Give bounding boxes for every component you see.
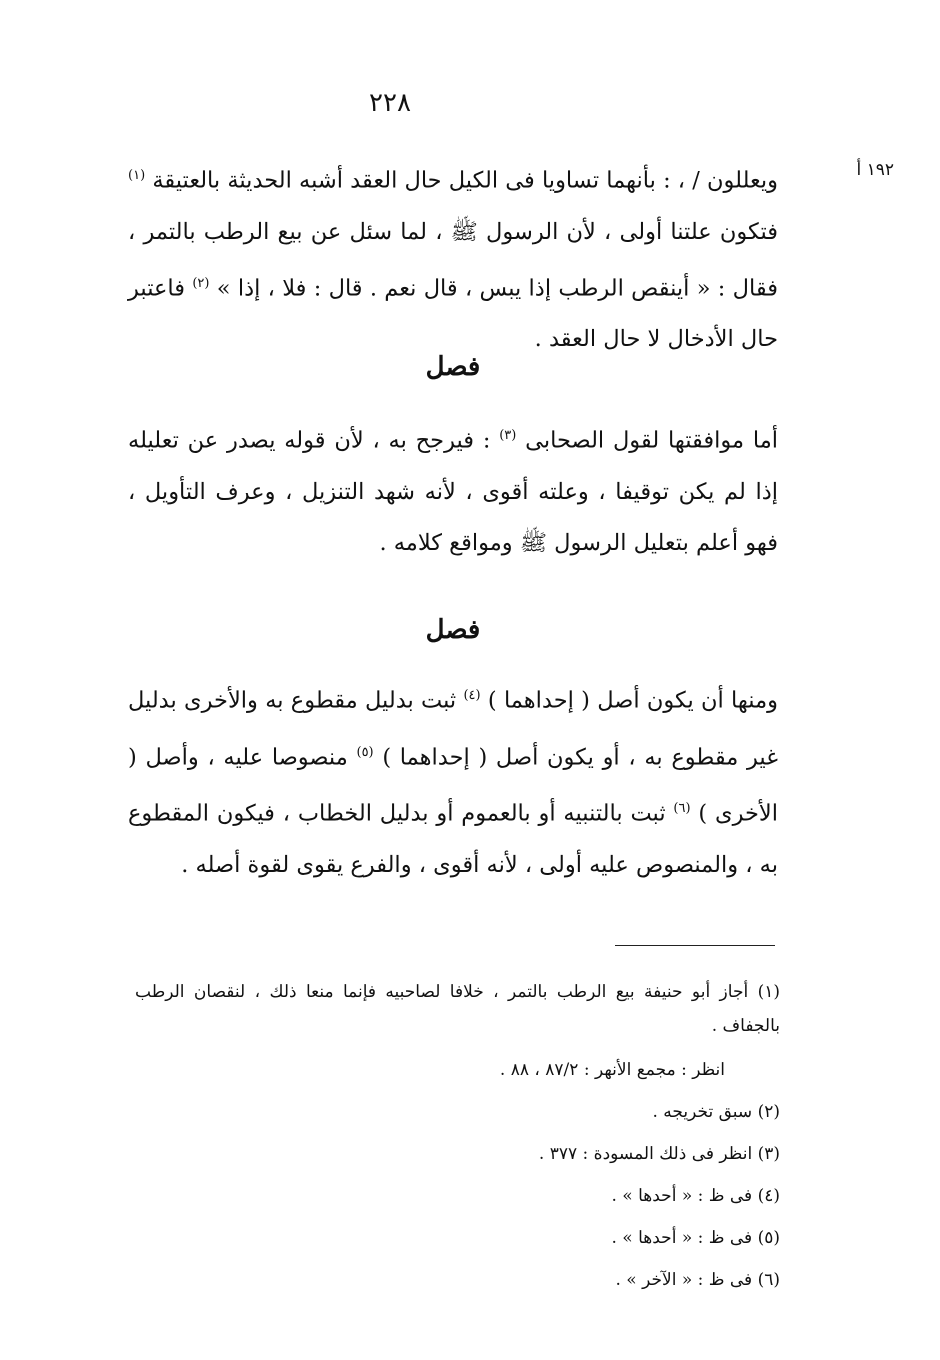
footnote-ref-2: (٢): [192, 275, 210, 291]
paragraph-1: [128, 150, 778, 365]
footnote-ref-5: (٥): [356, 744, 374, 760]
paragraph-1-text-b: فتكون علتنا أولى ، لأن الرسول ﷺ ، لما سئل عن بيع الرطب بالتمر ، فقال : « أينقص الرطب إذا يبس ، قال نعم . قال : فلا ، إذا »: [128, 218, 779, 301]
paragraph-3: [128, 670, 778, 891]
footnotes: [135, 975, 780, 1301]
paragraph-3-text-b: ثبت بدليل مقطوع به والأخرى بدليل غير مقطوع به ، أو يكون أصل ( إحداهما ): [128, 687, 778, 770]
footnote-ref-4: (٤): [463, 688, 481, 703]
footnote-2: (٢) سبق تخريجه .: [652, 1102, 780, 1122]
page-number: ٢٢٨: [369, 88, 411, 118]
footnote-1: (١) أجاز أبو حنيفة بيع الرطب بالتمر ، خلافا لصاحبيه فإنما منعا ذلك ، لنقصان الرطب بالجفاف .: [135, 982, 780, 1036]
manuscript-folio-note: ١٩٢ أ: [856, 160, 894, 180]
footnote-ref-1: (١): [128, 168, 146, 183]
section-heading-2: فصل: [425, 615, 481, 645]
footnote-4: (٤) فى ظ : « أحدها » .: [611, 1186, 780, 1206]
paragraph-3-text-d: ثبت بالتنبيه أو بالعموم أو بدليل الخطاب ، فيكون المقطوع به ، والمنصوص عليه أولى ، لأنه أقوى ، والفرع يقوى لقوة أصله .: [128, 800, 778, 878]
paragraph-3-text-c: منصوصا عليه ، وأصل ( الأخرى ): [128, 744, 779, 827]
footnote-separator: [615, 945, 775, 946]
section-heading-1: فصل: [425, 352, 481, 382]
paragraph-3-text-a: ومنها أن يكون أصل ( إحداهما ): [487, 687, 778, 714]
paragraph-2-text-a: أما موافقتها لقول الصحابى: [525, 427, 778, 454]
footnote-1-reference: انظر : مجمع الأنهر : ٨٧/٢ ، ٨٨ .: [499, 1060, 725, 1080]
footnote-3: (٣) انظر فى ذلك المسودة : ٣٧٧ .: [538, 1144, 780, 1164]
footnote-ref-3: (٣): [499, 428, 517, 443]
paragraph-1-text-c: فاعتبر حال الأدخال لا حال العقد .: [128, 275, 778, 352]
paragraph-2-text-b: : فيرجح به ، لأن قوله يصدر عن تعليله إذا لم يكن توقيفا ، وعلته أقوى ، لأنه شهد التنزيل ، وعرف التأويل ، فهو أعلم بتعليل الرسول ﷺ ومواقع كلامه .: [128, 427, 778, 556]
footnote-ref-6: (٦): [673, 801, 691, 816]
paragraph-2: [128, 410, 778, 569]
footnote-5: (٥) فى ظ : « أحدها » .: [611, 1228, 780, 1248]
paragraph-1-text-a: ويعللون / ، : بأنهما تساويا فى الكيل حال العقد أشبه الحديثة بالعتيقة: [152, 167, 779, 194]
footnote-6: (٦) فى ظ : « الآخر » .: [615, 1270, 780, 1290]
